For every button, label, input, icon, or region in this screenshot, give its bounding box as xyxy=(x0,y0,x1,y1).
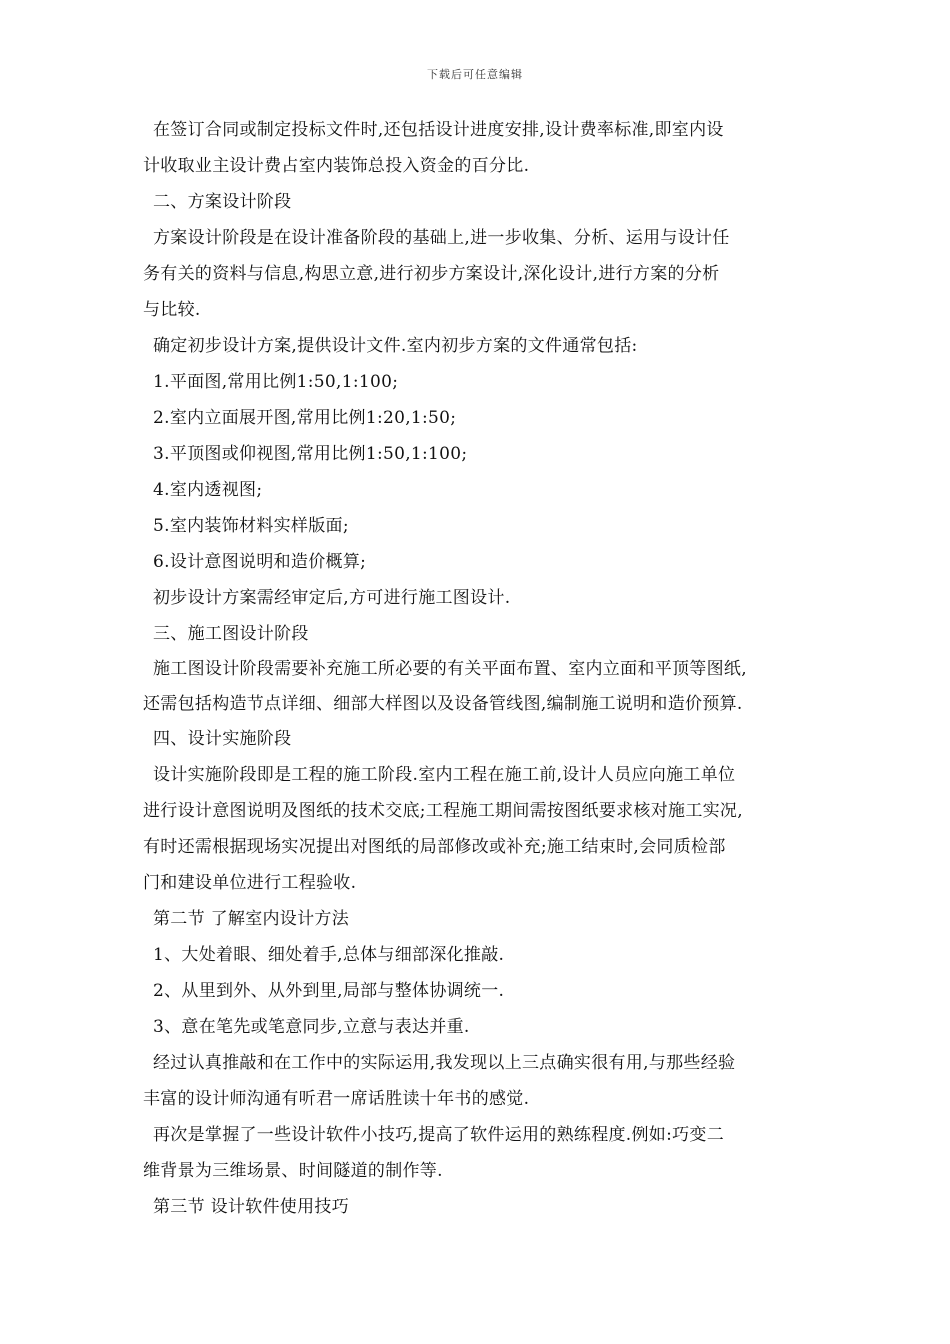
list-item: 2、从里到外、从外到里,局部与整体协调统一. xyxy=(153,981,505,1001)
document-body xyxy=(143,122,813,1235)
paragraph-line: 计收取业主设计费占室内装饰总投入资金的百分比. xyxy=(143,156,530,176)
paragraph-line: 设计实施阶段即是工程的施工阶段.室内工程在施工前,设计人员应向施工单位 xyxy=(153,765,736,785)
paragraph-line: 进行设计意图说明及图纸的技术交底;工程施工期间需按图纸要求核对施工实况, xyxy=(143,801,743,821)
list-item: 1.平面图,常用比例1:50,1:100; xyxy=(153,372,399,392)
section-heading: 四、设计实施阶段 xyxy=(153,729,292,749)
paragraph-line: 经过认真推敲和在工作中的实际运用,我发现以上三点确实很有用,与那些经验 xyxy=(153,1053,736,1073)
paragraph-line: 务有关的资料与信息,构思立意,进行初步方案设计,深化设计,进行方案的分析 xyxy=(143,264,720,284)
list-item: 3.平顶图或仰视图,常用比例1:50,1:100; xyxy=(153,444,468,464)
paragraph-line: 再次是掌握了一些设计软件小技巧,提高了软件运用的熟练程度.例如:巧变二 xyxy=(153,1125,725,1145)
paragraph-line: 施工图设计阶段需要补充施工所必要的有关平面布置、室内立面和平顶等图纸, xyxy=(153,659,747,679)
list-item: 2.室内立面展开图,常用比例1:20,1:50; xyxy=(153,408,457,428)
list-item: 6.设计意图说明和造价概算; xyxy=(153,552,367,572)
paragraph-line: 丰富的设计师沟通有听君一席话胜读十年书的感觉. xyxy=(143,1089,530,1109)
paragraph-line: 在签订合同或制定投标文件时,还包括设计进度安排,设计费率标准,即室内设 xyxy=(153,120,724,140)
list-item: 4.室内透视图; xyxy=(153,480,263,500)
list-item: 3、意在笔先或笔意同步,立意与表达并重. xyxy=(153,1017,470,1037)
page-header: 下载后可任意编辑 xyxy=(427,68,523,81)
paragraph-line: 初步设计方案需经审定后,方可进行施工图设计. xyxy=(153,588,511,608)
paragraph-line: 有时还需根据现场实况提出对图纸的局部修改或补充;施工结束时,会同质检部 xyxy=(143,837,726,857)
list-item: 1、大处着眼、细处着手,总体与细部深化推敲. xyxy=(153,945,505,965)
paragraph-line: 与比较. xyxy=(143,300,201,320)
paragraph-line: 还需包括构造节点详细、细部大样图以及设备管线图,编制施工说明和造价预算. xyxy=(143,694,743,714)
paragraph-line: 方案设计阶段是在设计准备阶段的基础上,进一步收集、分析、运用与设计任 xyxy=(153,228,730,248)
section-heading: 三、施工图设计阶段 xyxy=(153,624,309,644)
paragraph-line: 确定初步设计方案,提供设计文件.室内初步方案的文件通常包括: xyxy=(153,336,638,356)
section-heading: 第二节 了解室内设计方法 xyxy=(153,909,350,929)
paragraph-line: 维背景为三维场景、时间隧道的制作等. xyxy=(143,1161,443,1181)
list-item: 5.室内装饰材料实样版面; xyxy=(153,516,349,536)
section-heading: 第三节 设计软件使用技巧 xyxy=(153,1197,350,1217)
section-heading: 二、方案设计阶段 xyxy=(153,192,292,212)
paragraph-line: 门和建设单位进行工程验收. xyxy=(143,873,357,893)
